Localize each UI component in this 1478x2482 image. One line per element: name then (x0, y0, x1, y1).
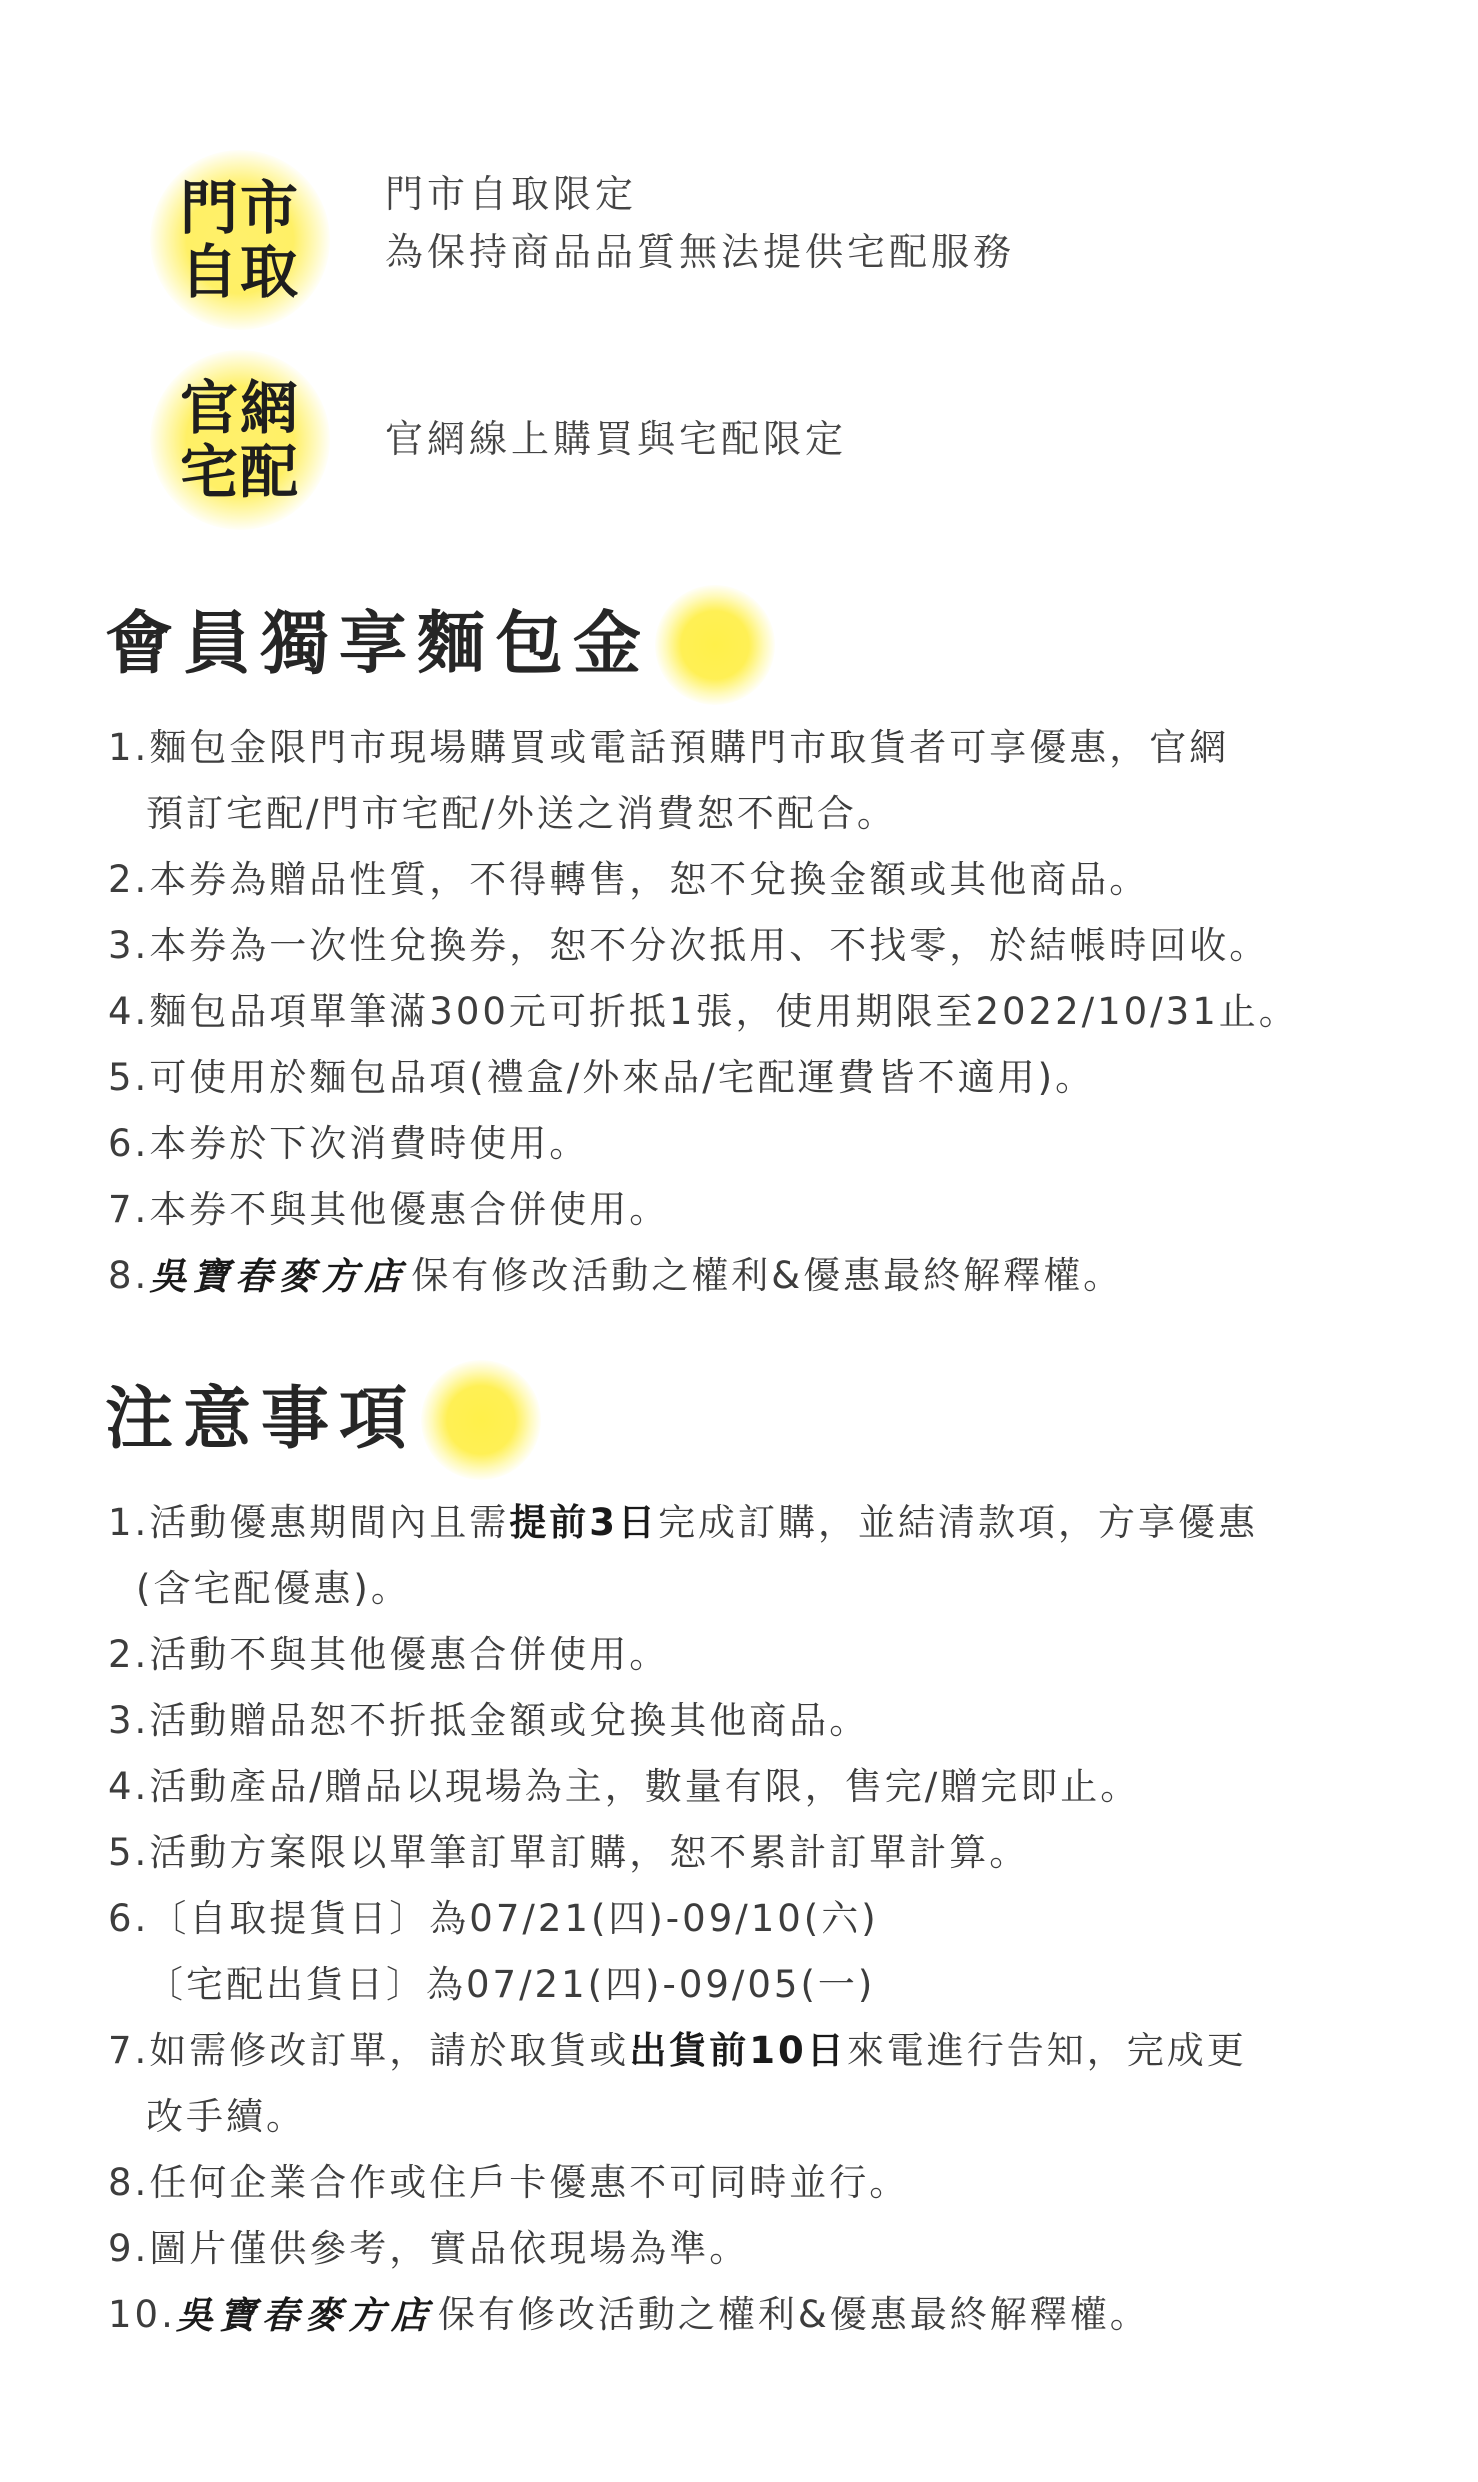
heading-dot-icon (421, 1360, 541, 1480)
online-delivery-line-1: 官網線上購買與宅配限定 (385, 417, 848, 461)
list-item-continuation: 改手續。 (146, 2095, 306, 2138)
list-item: 8. 吳寶春麥方店 保有修改活動之權利&優惠最終解釋權。 (108, 1243, 1408, 1309)
store-pickup-line-1: 門市自取限定 (385, 172, 638, 216)
member-section-title: 會員獨享麵包金 (105, 605, 652, 684)
list-item: 8. 任何企業合作或住戶卡優惠不可同時並行。 (108, 2161, 910, 2204)
notice-section-title: 注意事項 (105, 1380, 418, 1459)
member-rules-list (108, 715, 1408, 1309)
list-item: 3. 本券為一次性兌換券，恕不分次抵用、不找零，於結帳時回收。 (108, 924, 1270, 967)
list-item: 10. 吳寶春麥方店 保有修改活動之權利&優惠最終解釋權。 (108, 2282, 1408, 2348)
store-pickup-badge (150, 150, 330, 330)
list-item: 4. 活動產品/贈品以現場為主，數量有限，售完/贈完即止。 (108, 1765, 1141, 1808)
list-item: 5. 可使用於麵包品項(禮盒/外來品/宅配運費皆不適用)。 (108, 1056, 1096, 1099)
legend-online-delivery (0, 350, 1478, 530)
list-item: 6. 本券於下次消費時使用。 (108, 1122, 590, 1165)
member-section-heading (105, 585, 775, 705)
list-item: 2. 本券為贈品性質，不得轉售，恕不兌換金額或其他商品。 (108, 858, 1150, 901)
notice-rules-list (108, 1490, 1408, 2348)
emphasis-text: 提前3日 (509, 1501, 659, 1544)
store-pickup-badge-label: 門市 自取 (179, 174, 300, 306)
online-delivery-description (385, 410, 847, 468)
list-item: 7. 本券不與其他優惠合併使用。 (108, 1188, 670, 1231)
emphasis-text: 出貨前10日 (629, 2029, 847, 2072)
list-item-continuation: 預訂宅配/門市宅配/外送之消費恕不配合。 (146, 792, 897, 835)
store-pickup-line-2: 為保持商品品質無法提供宅配服務 (385, 230, 1016, 274)
brand-logo: 吳寶春麥方店 (175, 2293, 434, 2337)
list-item: 9. 圖片僅供參考，實品依現場為準。 (108, 2227, 750, 2270)
legend-store-pickup (0, 150, 1478, 330)
list-item: 3. 活動贈品恕不折抵金額或兌換其他商品。 (108, 1699, 870, 1742)
list-item: 1. 活動優惠期間內且需提前3日完成訂購，並結清款項，方享優惠 (108, 1501, 1259, 1544)
list-item: 5. 活動方案限以單筆訂單訂購，恕不累計訂單計算。 (108, 1831, 1030, 1874)
list-item-continuation: (含宅配優惠)。 (136, 1567, 411, 1610)
list-item-continuation: 〔宅配出貨日〕為07/21(四)-09/05(一) (146, 1963, 876, 2006)
brand-logo: 吳寶春麥方店 (149, 1254, 408, 1298)
heading-dot-icon (655, 585, 775, 705)
online-delivery-badge (150, 350, 330, 530)
list-item: 6. 〔自取提貨日〕為07/21(四)-09/10(六) (108, 1897, 879, 1940)
list-item: 7. 如需修改訂單，請於取貨或出貨前10日來電進行告知，完成更 (108, 2029, 1247, 2072)
online-delivery-badge-label: 官網 宅配 (179, 374, 300, 506)
store-pickup-description (385, 165, 1015, 281)
notice-section-heading (105, 1360, 541, 1480)
list-item: 1. 麵包金限門市現場購買或電話預購門市取貨者可享優惠，官網 (108, 726, 1230, 769)
list-item: 4. 麵包品項單筆滿300元可折抵1張，使用期限至2022/10/31止。 (108, 990, 1299, 1033)
list-item: 2. 活動不與其他優惠合併使用。 (108, 1633, 670, 1676)
